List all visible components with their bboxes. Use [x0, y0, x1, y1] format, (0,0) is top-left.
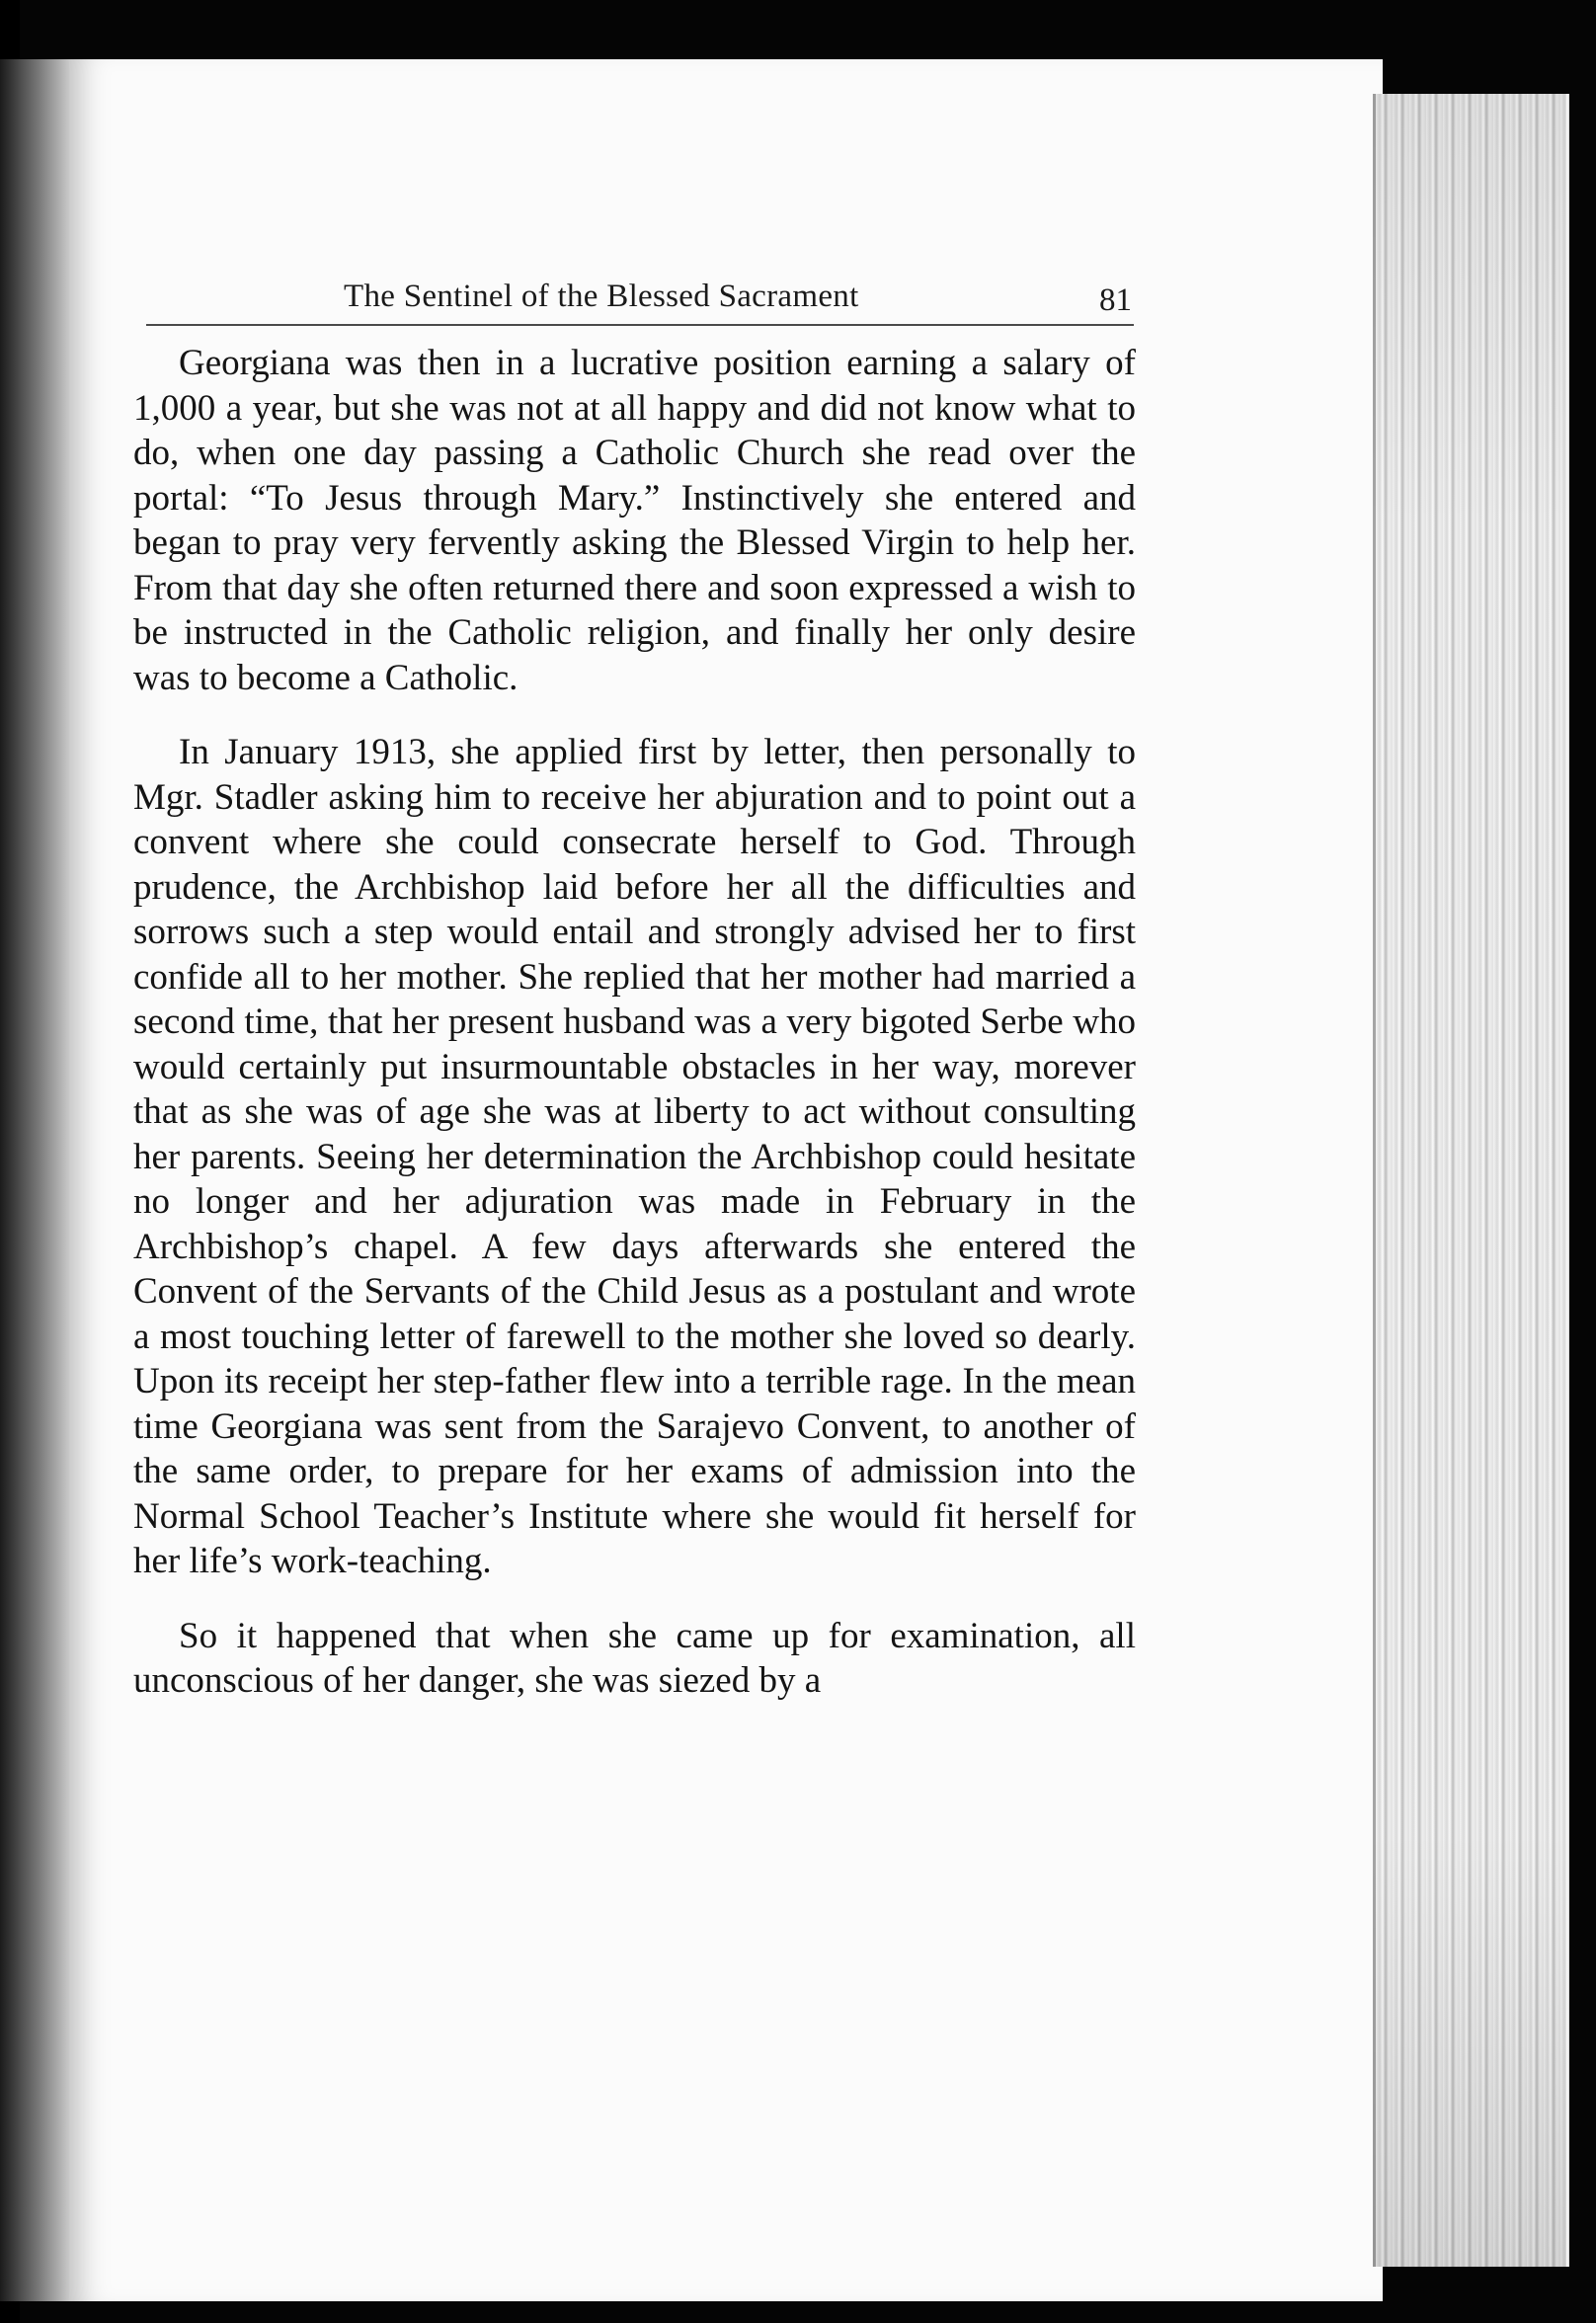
page-number: 81	[1099, 282, 1132, 318]
paragraph-2: In January 1913, she applied first by letter, then personally to Mgr. Stadler asking him to receive her abjuration and to point out a convent where she could consecrate herself to God. Through prudence, the Archbishop laid before her all the difficulties and sorrows such a step would entail and strongly advised her to first confide all to her mother. She replied that her mother had married a second time, that her present husband was a very bigoted Serbe who would certainly put insurmountable obstacles in her way, morever that as she was of age she was at liberty to act without consulting her parents. Seeing her determination the Archbishop could hesitate no longer and her adjuration was made in February in the Archbishop’s chapel. A few days afterwards she entered the Convent of the Servants of the Child Jesus as a postulant and wrote a most touching letter of farewell to the mother she loved so dearly. Upon its receipt her step-father flew into a terrible rage. In the mean time Georgiana was sent from the Sarajevo Convent, to another of the same order, to prepare for her exams of admission into the Normal School Teacher’s Institute where she would fit herself for her life’s work-teaching.	[133, 732, 1136, 1581]
running-head-title: The Sentinel of the Blessed Sacrament	[344, 279, 859, 314]
page-stack-shade	[1373, 94, 1566, 2267]
paragraph-1: Georgiana was then in a lucrative position earning a salary of 1,000 a year, but she was not at all happy and did not know what to do, when one day passing a Catholic Church she read over the portal: “To Jesus through Mary.” Instinctively she entered and began to pray very fervently asking the Blessed Virgin to help her. From that day she often returned there and soon expressed a wish to be instructed in the Catholic religion, and finally her only desire was to become a Catholic.	[133, 343, 1136, 698]
paragraph-3: So it happened that when she came up for examination, all unconscious of her danger, she was siezed by a	[133, 1615, 1136, 1701]
body-text	[133, 341, 1136, 1733]
running-head	[146, 275, 1134, 326]
